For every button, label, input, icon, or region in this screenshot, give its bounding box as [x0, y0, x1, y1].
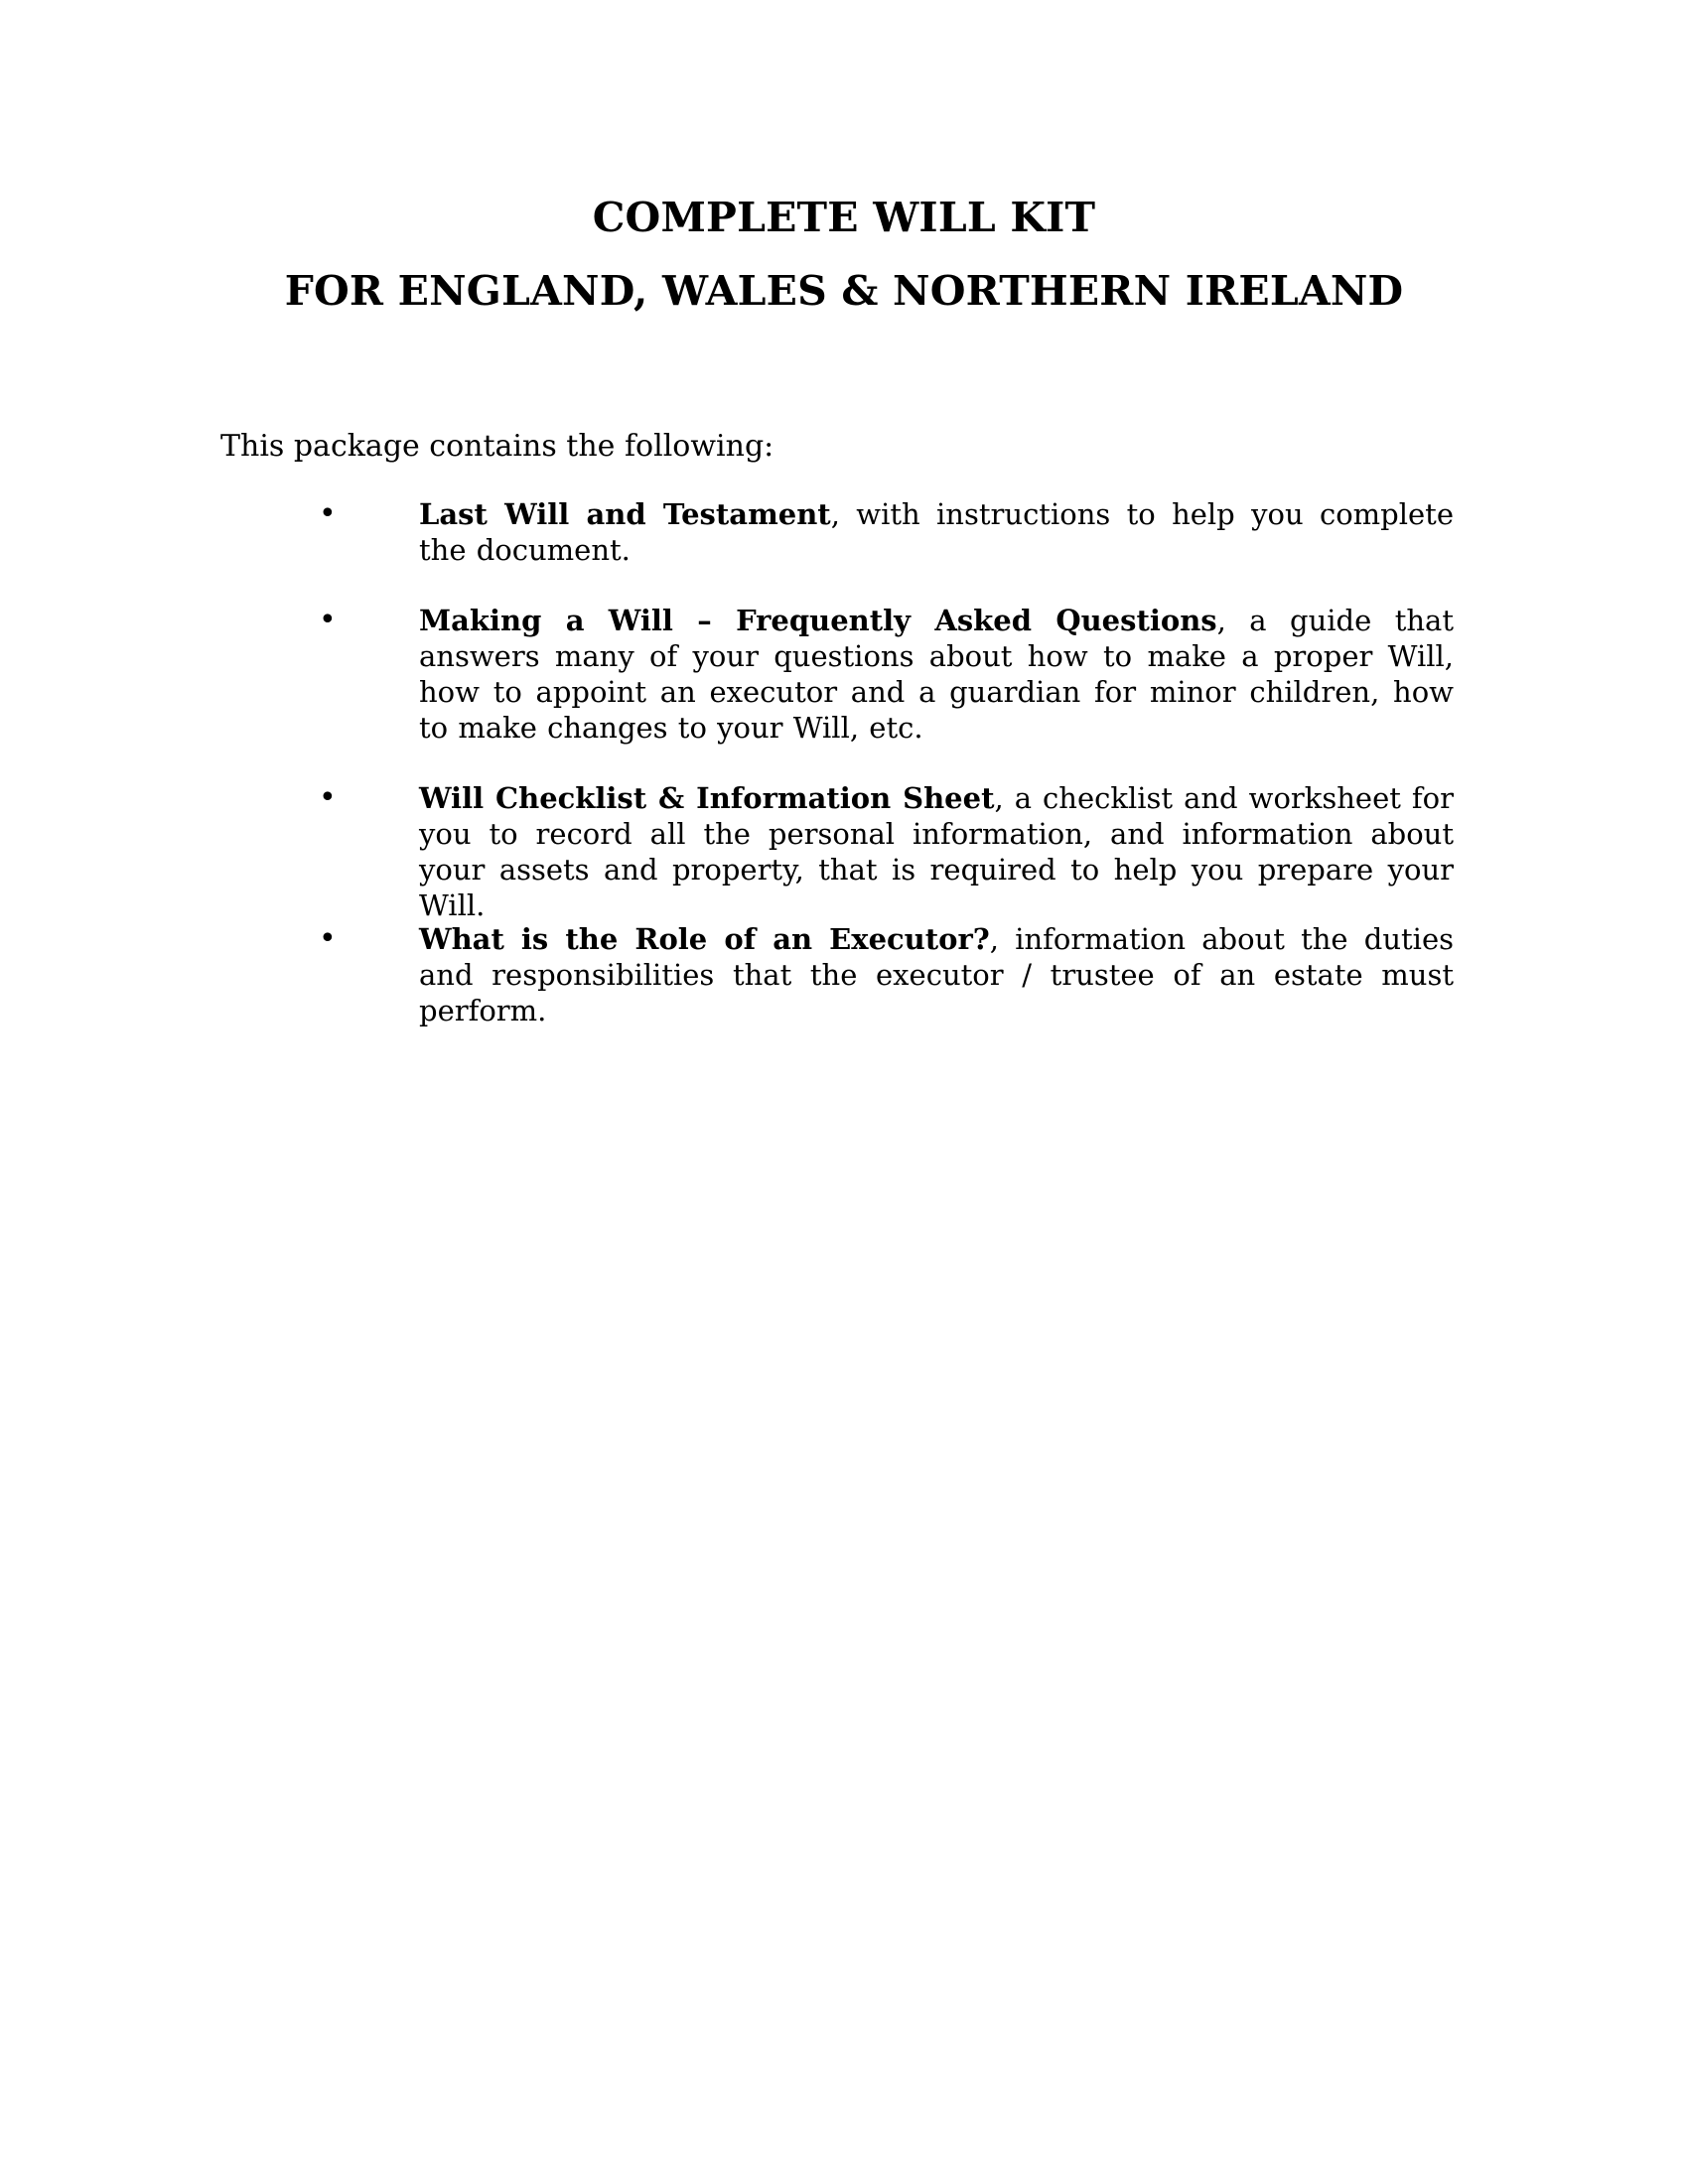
list-item-description: , with instructions to help you complete the document. — [419, 497, 1454, 567]
list-item-text — [419, 780, 1454, 923]
bullet-icon: • — [319, 496, 337, 531]
title-line-2: FOR ENGLAND, WALES & NORTHERN IRELAND — [284, 267, 1404, 315]
list-item-text — [419, 921, 1454, 1028]
list-item-text — [419, 603, 1454, 746]
document-title — [0, 181, 1688, 328]
bullet-icon: • — [319, 603, 337, 637]
intro-text: This package contains the following: — [220, 429, 774, 464]
bullet-icon: • — [319, 921, 337, 956]
list-item-title: Making a Will – Frequently Asked Questions — [419, 604, 1217, 637]
list-item-text — [419, 496, 1454, 568]
list-item-title: Last Will and Testament — [419, 497, 831, 531]
bullet-icon: • — [319, 780, 337, 815]
title-line-1: COMPLETE WILL KIT — [592, 194, 1096, 241]
list-item-description: , information about the duties and responsibilities that the executor / trustee of an estate must perform. — [419, 922, 1455, 1027]
list-item-title: What is the Role of an Executor? — [419, 922, 990, 956]
list-item-description: , a checklist and worksheet for you to record all the personal information, and information about your assets and property, that is required to help you prepare your Will. — [419, 781, 1454, 922]
list-item-description: , a guide that answers many of your questions about how to make a proper Will, how to appoint an executor and a guardian for minor children, how to make changes to your Will, etc. — [419, 604, 1454, 745]
list-item-title: Will Checklist & Information Sheet — [419, 781, 995, 815]
